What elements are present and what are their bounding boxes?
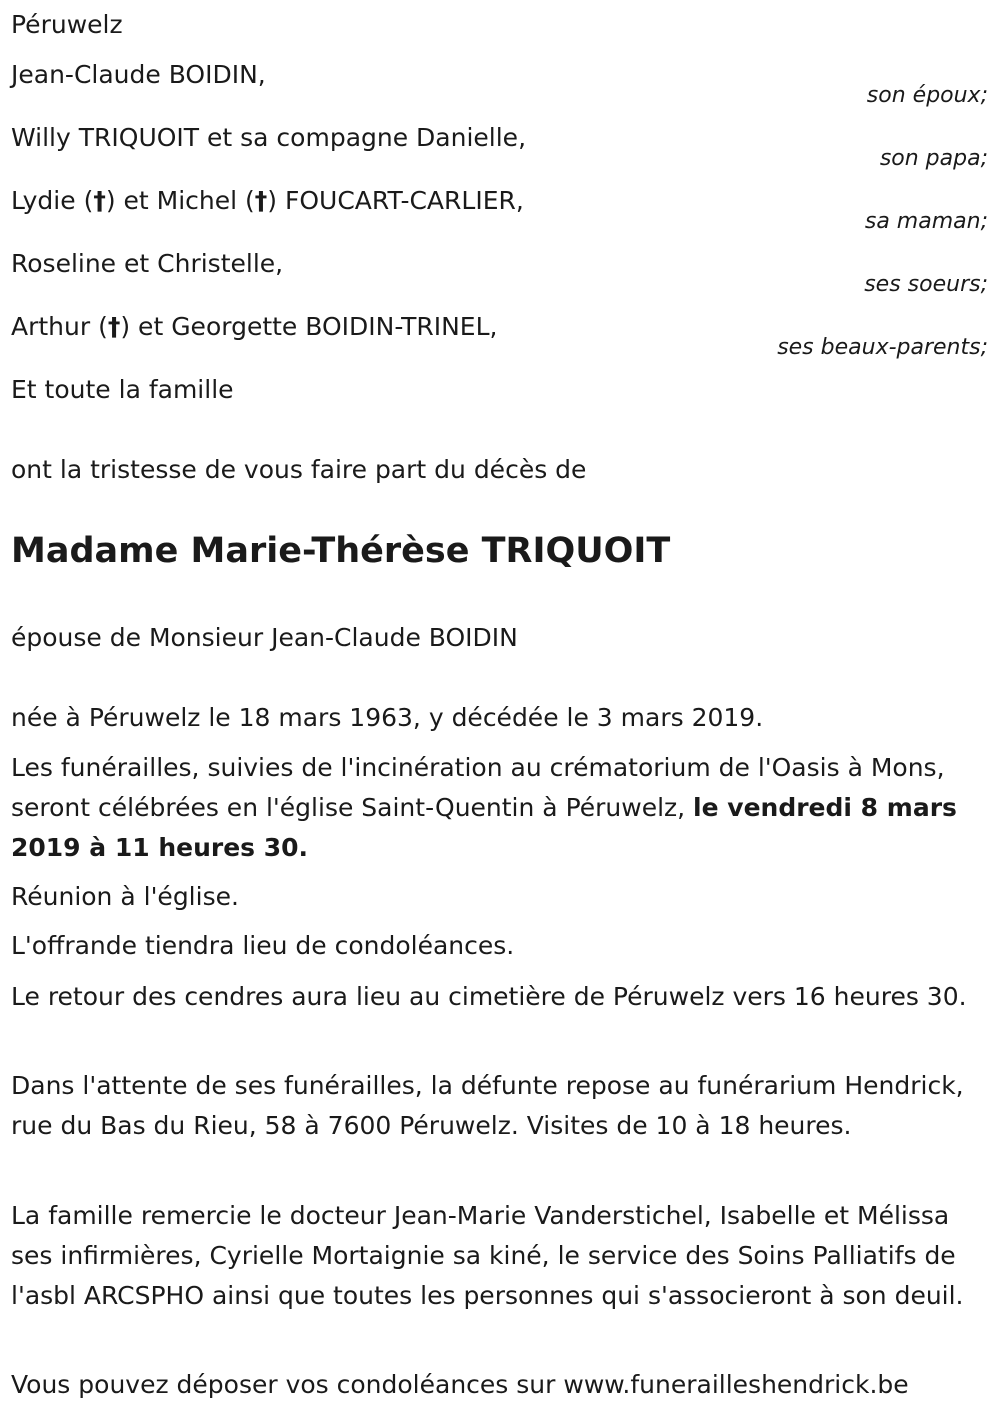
deceased-name: Madame Marie-Thérèse TRIQUOIT (11, 531, 671, 571)
cross-symbol: † (107, 312, 121, 341)
family-row-spouse (11, 58, 988, 118)
condolences-line: Vous pouvez déposer vos condoléances sur www.funerailleshendrick.be (11, 1370, 909, 1399)
thanks-paragraph: La famille remercie le docteur Jean-Marie Vanderstichel, Isabelle et Mélissa ses infirmières, Cyrielle Mortaignie sa kiné, le service des Soins Palliatifs de l'asbl ARCSPHO ainsi que toutes les personnes qui s'associeront à son deuil. (11, 1201, 964, 1310)
family-name (11, 310, 497, 344)
funeral-text: Les funérailles, suivies de l'incinération au crématorium de l'Oasis à Mons, seront célébrées en l'église Saint-Quentin à Péruwelz, (11, 753, 945, 822)
name-part: Lydie ( (11, 186, 94, 215)
name-part: Arthur ( (11, 312, 108, 341)
family-role: sa maman; (864, 209, 988, 234)
announcement-text: ont la tristesse de vous faire part du décès de (11, 455, 587, 484)
place-name: Péruwelz (11, 10, 123, 39)
family-row-father (11, 121, 988, 181)
offering-line: L'offrande tiendra lieu de condoléances. (11, 931, 515, 960)
funeral-date: le vendredi 8 mars 2019 à 11 heures 30. (11, 793, 957, 862)
name-part: ) et Georgette BOIDIN-TRINEL, (120, 312, 498, 341)
family-name: Willy TRIQUOIT et sa compagne Danielle, (11, 123, 527, 152)
funeral-paragraph (11, 748, 974, 868)
family-name (11, 184, 524, 218)
family-row-in-laws (11, 310, 988, 370)
cross-symbol: † (254, 186, 268, 215)
family-name: Et toute la famille (11, 375, 234, 404)
family-row-sisters (11, 247, 988, 307)
name-part: ) et Michel ( (105, 186, 255, 215)
family-role: son papa; (879, 146, 988, 171)
family-name: Roseline et Christelle, (11, 249, 284, 278)
cross-symbol: † (93, 186, 106, 215)
family-role: ses soeurs; (864, 272, 988, 297)
birth-death-line: née à Péruwelz le 18 mars 1963, y décédée le 3 mars 2019. (11, 703, 764, 732)
family-name: Jean-Claude BOIDIN, (11, 60, 266, 89)
name-part: ) FOUCART-CARLIER, (267, 186, 524, 215)
meeting-line: Réunion à l'église. (11, 882, 239, 911)
spouse-line: épouse de Monsieur Jean-Claude BOIDIN (11, 623, 518, 652)
ashes-paragraph: Le retour des cendres aura lieu au cimetière de Péruwelz vers 16 heures 30. (11, 982, 967, 1011)
family-role: son époux; (866, 83, 988, 108)
family-row-mother (11, 184, 988, 244)
family-role: ses beaux-parents; (777, 335, 988, 360)
family-row-all (11, 373, 988, 433)
rest-paragraph: Dans l'attente de ses funérailles, la défunte repose au funérarium Hendrick, rue du Bas du Rieu, 58 à 7600 Péruwelz. Visites de 10 à 18 heures. (11, 1071, 964, 1140)
